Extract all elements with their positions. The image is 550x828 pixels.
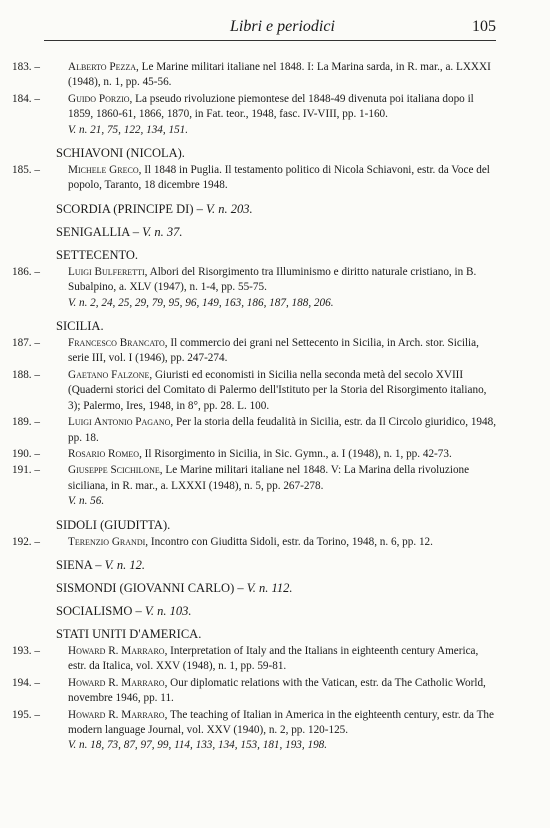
entry-author: Luigi Antonio Pagano <box>68 416 171 429</box>
cross-reference: V. n. 21, 75, 122, 134, 151. <box>68 123 189 136</box>
entry-author: Rosario Romeo <box>68 447 140 460</box>
entry-number: 195. – <box>12 708 40 721</box>
heading-text: SISMONDI (GIOVANNI CARLO) – <box>56 580 247 595</box>
entry-author: Michele Greco <box>68 164 139 177</box>
entry-text: , Interpretation of Italy and the Italians in eighteenth century America, estr. da Italica, vol. XXV (1948), n. 1, pp. 59-81. <box>68 644 479 673</box>
heading-text: SIDOLI (GIUDITTA). <box>56 517 171 532</box>
bibliography-entry <box>12 415 498 446</box>
entry-number: 185. – <box>12 164 40 177</box>
cross-reference: V. n. 2, 24, 25, 29, 79, 95, 96, 149, 163, 186, 187, 188, 206. <box>68 296 334 309</box>
section-heading <box>56 517 498 533</box>
entry-number: 190. – <box>12 447 40 460</box>
bibliography-entry <box>12 644 498 675</box>
bibliography-entry <box>12 676 498 707</box>
entry-number: 193. – <box>12 644 40 657</box>
entry-number: 189. – <box>12 416 40 429</box>
section-heading <box>56 580 498 596</box>
heading-text: SCHIAVONI (NICOLA). <box>56 146 185 161</box>
heading-text: SOCIALISMO – <box>56 603 145 618</box>
section-heading <box>56 603 498 619</box>
entry-text: , La pseudo rivoluzione piemontese del 1848-49 divenuta poi italiana dopo il 1859, 1860-61, 1866, 1870, in Fat. teor., 1948, fasc. IV-VIII, pp. 1-160. <box>68 92 474 121</box>
page-header <box>44 18 496 41</box>
bibliography-entry <box>12 163 498 194</box>
bibliography-entry <box>12 336 498 367</box>
entry-text: , Le Marine militari italiane nel 1848. I: La Marina sarda, in R. mar., a. LXXXI (1948), n. 1, pp. 45-56. <box>68 61 491 89</box>
entry-author: Francesco Brancato <box>68 337 165 350</box>
bibliography-entry <box>12 535 498 550</box>
cross-reference: V. n. 56. <box>68 495 105 508</box>
bibliography-entry <box>12 368 498 414</box>
section-heading <box>56 145 498 161</box>
entry-text: , Albori del Risorgimento tra Illuminismo e diritto naturale cristiano, in B. Subalpino, a. XLV (1947), n. 1-4, pp. 55-75. <box>68 265 477 294</box>
cross-reference: V. n. 37. <box>142 224 183 239</box>
page-number: 105 <box>472 18 496 35</box>
entry-text: , Our diplomatic relations with the Vatican, estr. da The Catholic World, novembre 1946, pp. 11. <box>68 676 486 705</box>
section-heading <box>56 626 498 642</box>
entry-text: , The teaching of Italian in America in the eighteenth century, estr. da The modern language Journal, vol. XXV (1940), n. 2, pp. 120-125. <box>68 708 494 736</box>
heading-text: SCORDIA (PRINCIPE DI) – <box>56 201 207 216</box>
entry-text: , Il 1848 in Puglia. Il testamento politico di Nicola Schiavoni, estr. da Voce del popolo, Taranto, 18 dicembre 1948. <box>68 164 490 192</box>
bibliography-entry <box>12 463 498 509</box>
bibliography-entry <box>12 265 498 311</box>
section-heading <box>56 247 498 263</box>
entry-number: 188. – <box>12 368 40 381</box>
heading-text: SICILIA. <box>56 319 104 334</box>
cross-reference: V. n. 18, 73, 87, 97, 99, 114, 133, 134, 153, 181, 193, 198. <box>68 739 328 752</box>
entry-number: 191. – <box>12 464 40 477</box>
entry-author: Howard R. Marraro <box>68 708 165 721</box>
entry-number: 183. – <box>12 61 40 73</box>
section-heading <box>56 201 498 217</box>
entry-text: , Per la storia della feudalità in Sicilia, estr. da Il Circolo giuridico, 1948, pp. 18. <box>68 416 497 444</box>
heading-text: STATI UNITI D'AMERICA. <box>56 626 202 641</box>
cross-reference: V. n. 103. <box>144 603 192 618</box>
cross-reference: V. n. 12. <box>104 557 146 572</box>
heading-text: SENIGALLIA – <box>56 224 143 239</box>
entry-text: , Il Risorgimento in Sicilia, in Sic. Gymn., a. I (1948), n. 1, pp. 42-73. <box>139 447 452 460</box>
heading-text: SETTECENTO. <box>56 247 139 262</box>
bibliography-list <box>12 60 498 755</box>
cross-reference: V. n. 203. <box>206 201 253 216</box>
entry-number: 194. – <box>12 676 40 689</box>
heading-text: SIENA – <box>56 557 105 572</box>
entry-author: Howard R. Marraro <box>68 676 165 689</box>
cross-reference: V. n. 112. <box>246 580 293 595</box>
entry-number: 192. – <box>12 535 40 548</box>
entry-number: 184. – <box>12 92 40 105</box>
entry-text: , Le Marine militari italiane nel 1848. V: La Marina della rivoluzione siciliana, in R. mar., a. LXXXI (1948), n. 5, pp. 267-278. <box>68 464 470 492</box>
entry-author: Howard R. Marraro <box>68 644 165 657</box>
bibliography-entry <box>12 60 498 91</box>
entry-text: , Giuristi ed economisti in Sicilia nella seconda metà del secolo XVIII (Quaderni storici del Comitato di Palermo dell'Istituto per la Storia del Risorgimento italiano, 3); Palermo, Ires, 1948, in 8°, pp. 28. L. 100. <box>68 368 487 412</box>
entry-text: , Incontro con Giuditta Sidoli, estr. da Torino, 1948, n. 6, pp. 12. <box>145 535 433 548</box>
bibliography-entry <box>12 92 498 138</box>
entry-author: Terenzio Grandi <box>68 535 146 548</box>
entry-text: , Il commercio dei grani nel Settecento in Sicilia, in Arch. stor. Sicilia, serie III, vol. I (1946), pp. 247-274. <box>68 337 479 365</box>
entry-author: Guido Porzio <box>68 92 130 105</box>
entry-author: Alberto Pezza <box>68 61 137 73</box>
bibliography-entry <box>12 447 498 462</box>
section-heading <box>56 557 498 573</box>
running-title: Libri e periodici <box>230 18 335 35</box>
entry-author: Gaetano Falzone <box>68 368 150 381</box>
entry-number: 186. – <box>12 265 40 278</box>
entry-number: 187. – <box>12 337 40 350</box>
section-heading <box>56 224 498 240</box>
entry-author: Luigi Bulferetti <box>68 265 145 278</box>
bibliography-entry <box>12 708 498 754</box>
entry-author: Giuseppe Scichilone <box>68 464 160 477</box>
section-heading <box>56 318 498 334</box>
